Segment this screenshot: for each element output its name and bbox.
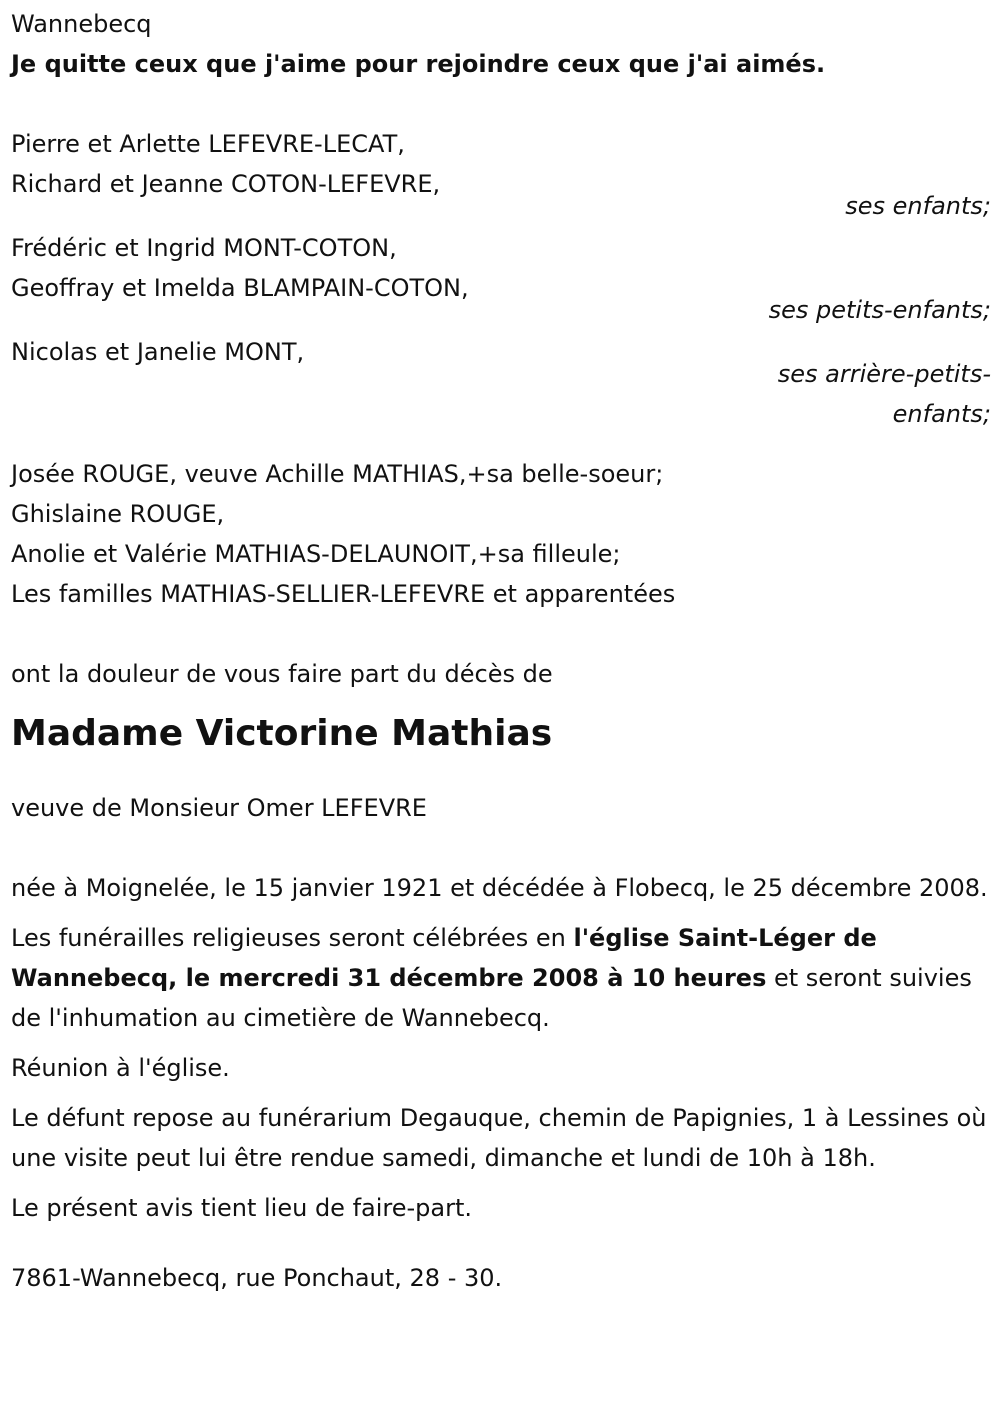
visit-info: Le défunt repose au funérarium Degauque, chemin de Papignies, 1 à Lessines où une visite peut lui être rendue samedi, dimanche et lundi de 10h à 18h. bbox=[11, 1104, 987, 1172]
announcement: ont la douleur de vous faire part du décès de bbox=[11, 660, 553, 688]
quote: Je quitte ceux que j'aime pour rejoindre ceux que j'ai aimés. bbox=[11, 50, 826, 78]
grandchildren-group bbox=[11, 228, 991, 330]
address: 7861-Wannebecq, rue Ponchaut, 28 - 30. bbox=[11, 1264, 503, 1292]
family-line: Pierre et Arlette LEFEVRE-LECAT, bbox=[11, 130, 405, 158]
family-line: Les familles MATHIAS-SELLIER-LEFEVRE et apparentées bbox=[11, 580, 676, 608]
children-group bbox=[11, 124, 991, 226]
other-family-group bbox=[11, 454, 991, 614]
family-line: Richard et Jeanne COTON-LEFEVRE, bbox=[11, 170, 441, 198]
deceased-name: Madame Victorine Mathias bbox=[11, 713, 553, 754]
family-line: Anolie et Valérie MATHIAS-DELAUNOIT,+sa filleule; bbox=[11, 540, 621, 568]
role-grandchildren: ses petits-enfants; bbox=[768, 296, 991, 324]
funeral-info bbox=[11, 918, 991, 1038]
family-line: Josée ROUGE, veuve Achille MATHIAS,+sa belle-soeur; bbox=[11, 460, 664, 488]
widow-of: veuve de Monsieur Omer LEFEVRE bbox=[11, 794, 427, 822]
funeral-intro: Les funérailles religieuses seront célébrées en bbox=[11, 924, 574, 952]
meeting-info: Réunion à l'église. bbox=[11, 1054, 230, 1082]
family-line: Ghislaine ROUGE, bbox=[11, 500, 225, 528]
funeral-location-time: l'église Saint-Léger de Wannebecq, le mercredi 31 décembre 2008 à 10 heures bbox=[11, 924, 877, 992]
obituary-notice bbox=[11, 4, 991, 1298]
great-grandchildren-group bbox=[11, 332, 991, 434]
place-name: Wannebecq bbox=[11, 10, 152, 38]
notice-info: Le présent avis tient lieu de faire-part. bbox=[11, 1194, 473, 1222]
role-great-grandchildren-cont: enfants; bbox=[892, 400, 991, 428]
birth-death-info: née à Moignelée, le 15 janvier 1921 et décédée à Flobecq, le 25 décembre 2008. bbox=[11, 874, 988, 902]
family-line: Geoffray et Imelda BLAMPAIN-COTON, bbox=[11, 274, 469, 302]
family-line: Nicolas et Janelie MONT, bbox=[11, 338, 305, 366]
funeral-outro: et seront suivies de l'inhumation au cimetière de Wannebecq. bbox=[11, 964, 972, 1032]
role-great-grandchildren: ses arrière-petits- bbox=[777, 360, 991, 388]
family-line: Frédéric et Ingrid MONT-COTON, bbox=[11, 234, 397, 262]
role-children: ses enfants; bbox=[845, 192, 991, 220]
